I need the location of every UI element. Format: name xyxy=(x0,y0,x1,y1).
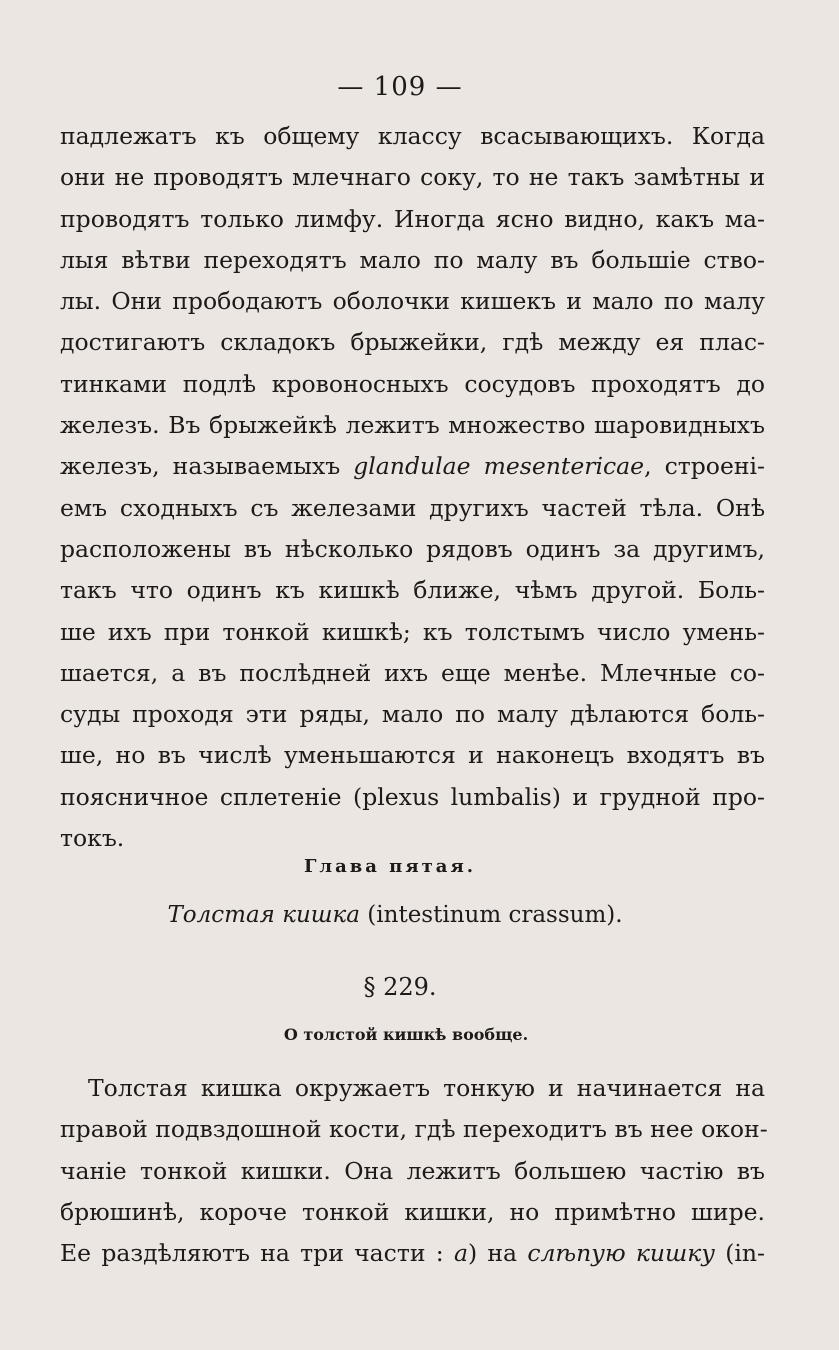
text-line: проводятъ только лимфу. Иногда ясно видно, какъ ма- xyxy=(60,204,765,233)
text-fragment: Ее раздѣляютъ на три части : xyxy=(60,1239,454,1268)
chapter-subtitle-russian: Толстая кишка xyxy=(167,902,360,928)
page-number: — 109 — xyxy=(337,72,463,102)
text-line: тинками подлѣ кровоносныхъ сосудовъ проходятъ до xyxy=(60,369,765,398)
text-line: суды проходя эти ряды, мало по малу дѣлаются боль- xyxy=(60,700,765,729)
text-line: правой подвздошной кости, гдѣ переходитъ въ нее окон- xyxy=(60,1115,768,1144)
text-line: достигаютъ складокъ брыжейки, гдѣ между ея плас- xyxy=(60,328,765,357)
chapter-subtitle xyxy=(0,902,790,928)
text-line-latin-term xyxy=(60,446,765,487)
text-line: шается, а въ послѣдней ихъ еще менѣе. Млечные со- xyxy=(60,658,765,687)
text-line: емъ сходныхъ съ железами другихъ частей тѣла. Онѣ xyxy=(60,493,765,522)
chapter-subtitle-latin: (intestinum crassum). xyxy=(360,902,623,928)
text-fragment: , строені- xyxy=(644,452,765,481)
section-number: § 229. xyxy=(363,973,437,1001)
text-line: такъ что одинъ къ кишкѣ ближе, чѣмъ другой. Боль- xyxy=(60,576,765,605)
text-line: падлежатъ къ общему классу всасывающихъ. Когда xyxy=(60,122,765,150)
latin-term: glandulae mesentericae xyxy=(353,452,645,481)
text-line: поясничное сплетеніе (plexus lumbalis) и грудной про- xyxy=(60,782,765,811)
italic-term: слѣпую кишку xyxy=(527,1239,715,1268)
section-title: О толстой кишкѣ вообще. xyxy=(283,1025,529,1044)
text-fragment: ) на xyxy=(467,1239,528,1268)
text-line: они не проводятъ млечнаго соку, то не такъ замѣтны и xyxy=(60,163,765,192)
text-line: железъ. Въ брыжейкѣ лежитъ множество шаровидныхъ xyxy=(60,411,765,440)
text-line: лы. Они прободаютъ оболочки кишекъ и мало по малу xyxy=(60,287,765,316)
list-marker: a xyxy=(453,1239,468,1268)
text-line: расположены въ нѣсколько рядовъ одинъ за другимъ, xyxy=(60,534,765,563)
text-fragment: (in- xyxy=(714,1239,765,1268)
text-line: брюшинѣ, короче тонкой кишки, но примѣтно шире. xyxy=(60,1197,765,1226)
text-line: токъ. xyxy=(60,824,125,853)
text-line-italic-terms xyxy=(60,1233,765,1274)
chapter-heading: Глава пятая. xyxy=(303,856,477,877)
text-fragment: железъ, называемыхъ xyxy=(60,452,354,481)
text-line: ше ихъ при тонкой кишкѣ; къ толстымъ число умень- xyxy=(60,617,765,646)
text-line: чаніе тонкой кишки. Она лежитъ большею частію въ xyxy=(60,1156,765,1185)
text-line: ше, но въ числѣ уменьшаются и наконецъ входятъ въ xyxy=(60,741,765,770)
text-line: лыя вѣтви переходятъ мало по малу въ большіе ство- xyxy=(60,245,765,274)
text-line: Толстая кишка окружаетъ тонкую и начинается на xyxy=(88,1074,765,1102)
paragraph-body-1 xyxy=(60,116,765,859)
paragraph-body-2 xyxy=(60,1068,768,1274)
